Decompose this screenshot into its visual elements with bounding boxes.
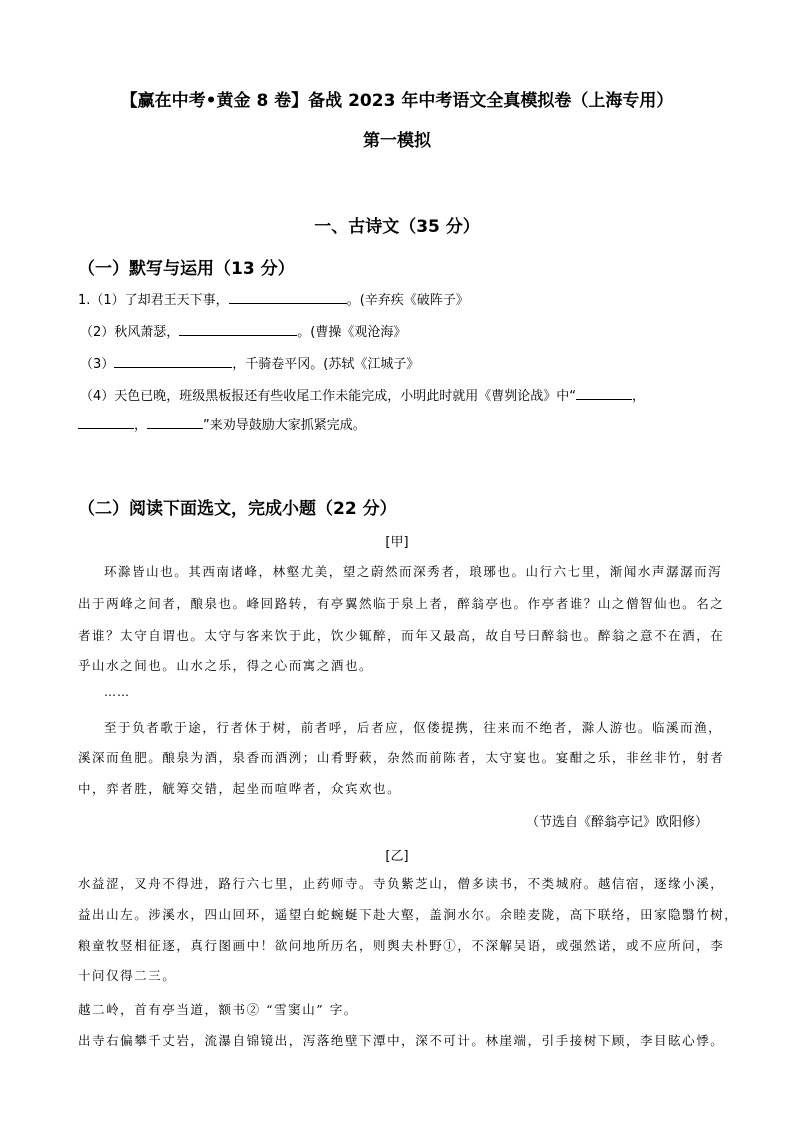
passage-jia-line: 溪深而鱼肥。酿泉为酒，泉香而酒洌；山肴野蔌，杂然而前陈者，太守宴也。宴酣之乐，非丝非竹，射者: [78, 750, 725, 765]
q1-4-comma: ，: [632, 389, 646, 404]
passage-yi-line: 出寺右偏攀千丈岩，流瀑自锦镜出，泻落绝壁下潭中，深不可计。林崖端，引手接树下顾，李目眩心悸。: [78, 1033, 725, 1048]
document-title: 【赢在中考•黄金 8 卷】备战 2023 年中考语文全真模拟卷（上海专用）: [120, 91, 674, 111]
question-1-4-line1: [80, 387, 645, 406]
q1-4-text: （4）天色已晚，班级黑板报还有些收尾工作未能完成，小明此时就用《曹刿论战》中“: [80, 389, 577, 404]
q1-2-prefix: （2）秋风萧瑟，: [80, 325, 180, 340]
q1-2-suffix: 。(曹操《观沧海》: [297, 325, 407, 340]
part1-heading: （一）默写与运用（13 分）: [78, 259, 295, 279]
passage-yi-line: 水益涩，叉舟不得进，路行六七里，止药师寺。寺负紫芝山，僧多读书，不类城府。越信宿，逐缘小溪，: [78, 876, 725, 891]
passage-yi-line: 越二岭，首有亭当道，额书② “雪窦山” 字。: [78, 1002, 358, 1017]
passage-jia-line: 出于两峰之间者，酿泉也。峰回路转，有亭翼然临于泉上者，醉翁亭也。作亭者谁？山之僧智仙也。名之: [78, 596, 725, 611]
answer-blank[interactable]: [179, 323, 297, 336]
passage-jia-line: 者谁？太守自谓也。太守与客来饮于此，饮少辄醉，而年又最高，故自号曰醉翁也。醉翁之意不在酒，在: [78, 628, 725, 643]
ellipsis: ……: [104, 685, 130, 699]
passage-jia-line: 乎山水之间也。山水之乐，得之心而寓之酒也。: [78, 658, 374, 673]
answer-blank[interactable]: [114, 355, 232, 368]
q1-4-suffix: ”来劝导鼓励大家抓紧完成。: [203, 418, 366, 433]
passage-source: （节选自《醉翁亭记》欧阳修）: [525, 815, 708, 830]
passage-jia-line: 至于负者歌于途，行者休于树，前者呼，后者应，伛偻提携，往来而不绝者，滁人游也。临溪而渔，: [104, 720, 723, 735]
question-1-3: [80, 355, 419, 374]
question-1-4-line2: [78, 416, 366, 435]
passage-yi-line: 粮童牧竖相征逐，真行图画中！欲问地所历名，则舆夫朴野①，不深解吴语，或强然诺，或不应所问，李: [78, 938, 725, 953]
section-heading: 一、古诗文（35 分）: [314, 217, 480, 237]
question-1-2: [80, 323, 406, 342]
passage-jia-line: 环滁皆山也。其西南诸峰，林壑尤美，望之蔚然而深秀者，琅琊也。山行六七里，渐闻水声潺潺而泻: [104, 564, 723, 579]
passage-yi-line: 十问仅得二三。: [78, 968, 177, 983]
question-1-1: [78, 291, 469, 310]
q1-1-suffix: 。(辛弃疾《破阵子》: [346, 293, 469, 308]
q1-3-prefix: （3）: [80, 357, 115, 372]
passage-label-jia: [甲]: [385, 535, 409, 550]
part2-heading: （二）阅读下面选文，完成小题（22 分）: [78, 499, 397, 519]
answer-blank[interactable]: [78, 416, 134, 429]
answer-blank[interactable]: [229, 291, 347, 304]
answer-blank[interactable]: [147, 416, 203, 429]
passage-label-yi: [乙]: [385, 849, 409, 864]
passage-yi-line: 益出山左。涉溪水，四山回环，遥望白蛇蜿蜒下赴大壑，盖涧水尔。余睦麦陇，高下联络，田家隐翳竹树，: [78, 907, 739, 922]
q1-4-comma2: ，: [134, 418, 148, 433]
answer-blank[interactable]: [576, 387, 632, 400]
document-subtitle: 第一模拟: [363, 131, 431, 151]
q1-3-suffix: ，千骑卷平冈。(苏轼《江城子》: [232, 357, 420, 372]
passage-jia-line: 中，弈者胜，觥筹交错，起坐而喧哗者，众宾欢也。: [78, 781, 402, 796]
q1-1-prefix: 1.（1）了却君王天下事，: [78, 293, 229, 308]
